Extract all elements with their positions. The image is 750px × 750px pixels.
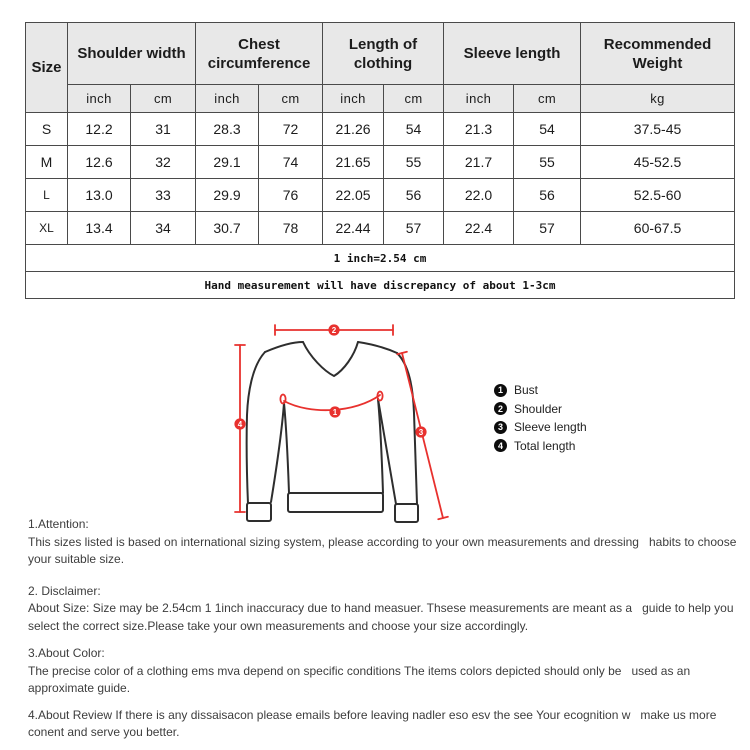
section-heading: 1.Attention: [28,517,89,531]
unit-header: kg [581,85,735,113]
legend-badge-3: 3 [494,421,507,434]
size-cell: S [26,113,68,146]
table-cell: 74 [259,146,323,179]
legend-badge-1: 1 [494,384,507,397]
section-body-line: select the correct size.Please take your own measurements and choose your size accordingly. [28,618,529,633]
hem-band [288,493,383,512]
section-body-line: This sizes listed is based on international sizing system, please according to your own measurements and dressing habits to choose [28,534,737,549]
table-cell: 21.7 [444,146,514,179]
unit-header: inch [323,85,384,113]
measure-markers [234,324,426,437]
unit-header: cm [514,85,581,113]
size-cell: M [26,146,68,179]
unit-header: cm [131,85,196,113]
section-about-review [28,707,740,742]
table-cell: 28.3 [196,113,259,146]
section-body-line: approximate guide. [28,681,131,695]
table-cell: 21.26 [323,113,384,146]
table-cell: 56 [514,179,581,212]
measurement-legend [494,381,587,455]
legend-item-shoulder [494,400,587,419]
table-row-size-l [26,179,735,212]
table-cell: 60-67.5 [581,212,735,245]
table-cell: 12.6 [68,146,131,179]
table-cell: 13.4 [68,212,131,245]
table-cell: 22.44 [323,212,384,245]
legend-label-total-length: Total length [514,438,576,453]
legend-badge-4: 4 [494,439,507,452]
sweater-diagram [225,315,485,530]
col-header-length-of-clothing: Length of clothing [323,23,444,85]
sweater-outline [247,342,418,522]
section-disclaimer [28,583,740,636]
table-cell: 78 [259,212,323,245]
table-cell: 31 [131,113,196,146]
table-cell: 21.65 [323,146,384,179]
table-cell: 33 [131,179,196,212]
table-cell: 29.1 [196,146,259,179]
bust-marker-number: 1 [332,408,338,417]
table-cell: 12.2 [68,113,131,146]
table-cell: 52.5-60 [581,179,735,212]
table-cell: 54 [514,113,581,146]
shoulder-marker-number: 2 [331,326,337,335]
legend-label-bust: Bust [514,383,539,398]
legend-label-sleeve-length: Sleeve length [514,420,587,435]
col-header-sleeve-length: Sleeve length [444,23,581,85]
unit-header: inch [196,85,259,113]
section-about-color [28,645,740,698]
sleeve-marker-number: 3 [418,428,424,437]
left-sleeve-outer [247,352,265,504]
table-cell: 22.4 [444,212,514,245]
unit-header: inch [68,85,131,113]
section-body-line: About Size: Size may be 2.54cm 1 1inch inaccuracy due to hand measuer. Thsese measurements are meant as a guide to help you [28,601,734,615]
table-cell: 22.05 [323,179,384,212]
section-heading: 3.About Color: [28,646,105,660]
table-cell: 34 [131,212,196,245]
table-cell: 55 [514,146,581,179]
table-cell: 72 [259,113,323,146]
total-length-marker-number: 4 [237,420,243,429]
col-header-size: Size [26,23,68,113]
unit-header: cm [259,85,323,113]
info-sections [28,516,740,742]
col-header-recommended-weight: Recommended Weight [581,23,735,85]
col-header-chest-circumference: Chest circumference [196,23,323,85]
section-heading: 2. Disclaimer: [28,583,101,598]
legend-badge-2: 2 [494,402,507,415]
note-measurement-discrepancy: Hand measurement will have discrepancy of about 1-3cm [26,272,735,299]
note-inch-conversion: 1 inch=2.54 cm [26,245,735,272]
section-body-line: The precise color of a clothing ems mva depend on specific conditions The items colors depicted should only be used as an [28,663,691,678]
col-header-shoulder-width: Shoulder width [68,23,196,85]
table-cell: 22.0 [444,179,514,212]
table-cell: 32 [131,146,196,179]
unit-header: cm [384,85,444,113]
legend-item-sleeve-length [494,418,587,437]
table-cell: 29.9 [196,179,259,212]
table-cell: 54 [384,113,444,146]
legend-item-bust [494,381,587,400]
table-row-size-m [26,146,735,179]
bust-measure-line [280,392,382,411]
table-cell: 57 [384,212,444,245]
table-cell: 45-52.5 [581,146,735,179]
table-cell: 21.3 [444,113,514,146]
table-row-size-xl [26,212,735,245]
size-cell: L [26,179,68,212]
table-cell: 57 [514,212,581,245]
table-cell: 13.0 [68,179,131,212]
table-cell: 55 [384,146,444,179]
table-cell: 56 [384,179,444,212]
unit-header: inch [444,85,514,113]
table-cell: 76 [259,179,323,212]
body-left-edge [284,403,289,493]
left-sleeve-inner [271,403,284,502]
table-cell: 30.7 [196,212,259,245]
legend-label-shoulder: Shoulder [514,401,563,416]
size-cell: XL [26,212,68,245]
section-body-line: your suitable size. [28,552,125,566]
section-body-line: 4.About Review If there is any dissaisacon please emails before leaving nadler eso esv the see Your ecognition w make us more [28,707,717,722]
table-row-size-s [26,113,735,146]
legend-item-total-length [494,437,587,456]
size-chart-table [25,22,735,299]
section-attention [28,516,740,569]
sweater-diagram-svg [225,315,485,530]
section-body-line: conent and serve you better. [28,725,180,739]
table-cell: 37.5-45 [581,113,735,146]
